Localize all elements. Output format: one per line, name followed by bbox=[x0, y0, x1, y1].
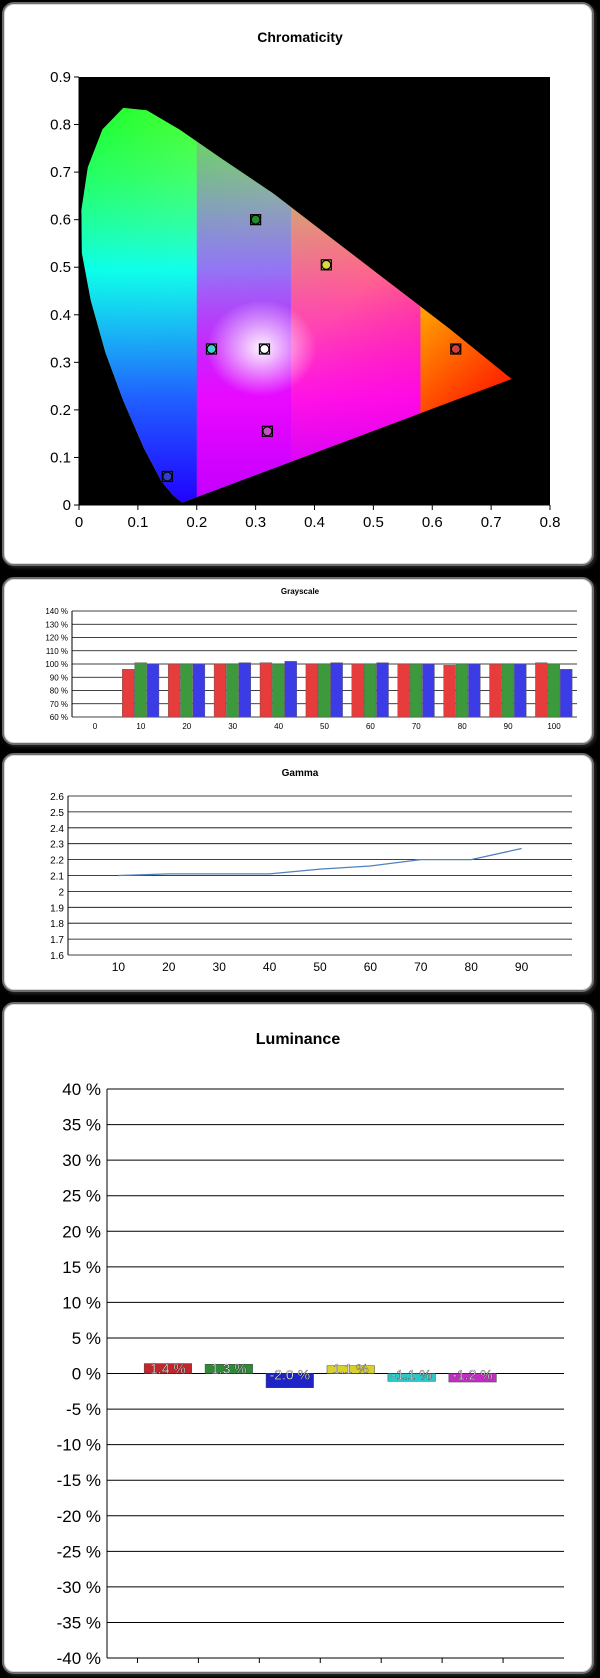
x-tick-label: 0.7 bbox=[480, 514, 502, 531]
grayscale-bar bbox=[318, 664, 330, 717]
x-tick-label: 90 bbox=[503, 722, 513, 731]
grayscale-bar bbox=[377, 663, 389, 717]
y-tick-label: 20 % bbox=[62, 1222, 101, 1242]
chart-title: Grayscale bbox=[280, 587, 320, 596]
x-tick-label: 0.1 bbox=[127, 514, 149, 531]
y-tick-label: 0.2 bbox=[50, 401, 71, 419]
grayscale-bar bbox=[398, 664, 410, 717]
grayscale-bar bbox=[444, 665, 456, 717]
y-tick-label: 2.1 bbox=[50, 871, 64, 883]
y-tick-label: 2.2 bbox=[50, 855, 64, 867]
y-tick-label: 5 % bbox=[71, 1328, 101, 1348]
measurement-point bbox=[206, 344, 216, 354]
measurement-point bbox=[321, 260, 331, 270]
y-tick-label: -40 % bbox=[56, 1649, 101, 1668]
data-label: 1.3 % bbox=[210, 1360, 247, 1377]
y-tick-label: 80 % bbox=[49, 686, 68, 696]
grayscale-bar bbox=[181, 664, 193, 717]
x-tick-label: 0.4 bbox=[304, 514, 325, 531]
y-tick-label: 2.5 bbox=[50, 807, 64, 819]
chart-title: Luminance bbox=[255, 1031, 341, 1048]
x-tick-label: 0 bbox=[92, 722, 98, 731]
measurement-point bbox=[262, 426, 272, 436]
chart-title: Gamma bbox=[281, 768, 319, 779]
y-tick-label: 2 bbox=[58, 887, 64, 899]
y-tick-label: 30 % bbox=[62, 1151, 101, 1171]
grayscale-bar bbox=[410, 664, 422, 717]
y-tick-label: 70 % bbox=[49, 699, 68, 709]
x-tick-label: 40 bbox=[274, 722, 284, 731]
y-tick-label: 0.1 bbox=[50, 449, 71, 467]
y-tick-label: 110 % bbox=[45, 646, 68, 656]
gamma-chart bbox=[4, 755, 592, 990]
grayscale-bar bbox=[535, 663, 547, 717]
y-tick-label: 60 % bbox=[49, 713, 68, 722]
x-tick-label: 0.2 bbox=[186, 514, 208, 531]
x-tick-label: 20 bbox=[182, 722, 192, 731]
y-tick-label: 130 % bbox=[45, 620, 68, 630]
grayscale-bar bbox=[306, 664, 318, 717]
y-tick-label: 100 % bbox=[45, 660, 68, 669]
luminance-chart bbox=[4, 1004, 592, 1672]
y-tick-label: 1.6 bbox=[50, 951, 64, 962]
grayscale-bar bbox=[226, 664, 238, 717]
chart-title: Chromaticity bbox=[257, 29, 343, 45]
x-tick-label: 0.3 bbox=[245, 514, 267, 531]
measurement-point bbox=[451, 344, 461, 354]
grayscale-bar bbox=[514, 664, 526, 717]
grayscale-bar bbox=[502, 664, 514, 717]
y-tick-label: 0.3 bbox=[50, 354, 71, 372]
x-tick-label: 40 bbox=[262, 960, 277, 974]
data-label: 1.4 % bbox=[150, 1360, 186, 1377]
y-tick-label: 15 % bbox=[62, 1257, 101, 1277]
x-tick-label: 0.5 bbox=[362, 514, 384, 531]
x-tick-label: 20 bbox=[162, 960, 176, 974]
grayscale-bar bbox=[168, 664, 180, 717]
x-tick-label: 90 bbox=[514, 960, 529, 974]
x-tick-label: 0 bbox=[74, 514, 84, 531]
y-tick-label: -25 % bbox=[56, 1542, 101, 1562]
grayscale-chart bbox=[4, 579, 592, 743]
data-label: -2.0 % bbox=[269, 1366, 311, 1383]
y-tick-label: 1.9 bbox=[50, 903, 64, 915]
y-tick-label: 0.4 bbox=[50, 306, 71, 324]
y-tick-label: -15 % bbox=[56, 1471, 101, 1491]
measurement-point bbox=[162, 471, 172, 481]
y-tick-label: 2.6 bbox=[50, 792, 64, 803]
x-tick-label: 30 bbox=[212, 960, 226, 974]
chromaticity-chart bbox=[4, 4, 592, 564]
x-tick-label: 80 bbox=[457, 722, 467, 731]
y-tick-label: 0 bbox=[62, 497, 71, 514]
y-tick-label: -5 % bbox=[66, 1400, 101, 1420]
x-tick-label: 60 bbox=[365, 722, 375, 731]
x-tick-label: 0.6 bbox=[421, 514, 443, 531]
grayscale-bar bbox=[560, 669, 572, 717]
grayscale-bar bbox=[193, 664, 205, 717]
grayscale-bar bbox=[214, 664, 226, 717]
x-tick-label: 10 bbox=[111, 960, 126, 974]
y-tick-label: 120 % bbox=[45, 633, 68, 643]
grayscale-bar bbox=[364, 664, 376, 717]
y-tick-label: 2.4 bbox=[50, 823, 64, 835]
y-tick-label: 0.6 bbox=[50, 211, 71, 229]
y-tick-label: 2.3 bbox=[50, 839, 64, 851]
x-tick-label: 10 bbox=[136, 722, 146, 731]
y-tick-label: 40 % bbox=[62, 1080, 101, 1099]
grayscale-bar bbox=[490, 664, 502, 717]
grayscale-bar bbox=[468, 664, 480, 717]
x-tick-label: 50 bbox=[313, 960, 327, 974]
x-tick-label: 70 bbox=[414, 960, 428, 974]
grayscale-bar bbox=[272, 664, 284, 717]
x-tick-label: 50 bbox=[320, 722, 329, 731]
y-tick-label: 10 % bbox=[62, 1293, 101, 1313]
measurement-point bbox=[251, 215, 261, 225]
y-tick-label: 1.7 bbox=[50, 935, 64, 947]
grayscale-bar bbox=[122, 669, 134, 717]
y-tick-label: 0.9 bbox=[50, 69, 71, 86]
y-tick-label: -20 % bbox=[56, 1506, 101, 1526]
y-tick-label: 0.8 bbox=[50, 116, 71, 134]
y-tick-label: 0 % bbox=[71, 1364, 101, 1384]
y-tick-label: 1.8 bbox=[50, 919, 64, 931]
y-tick-label: 0.5 bbox=[50, 259, 71, 277]
luminance-panel bbox=[2, 1002, 594, 1674]
grayscale-bar bbox=[331, 663, 343, 717]
y-tick-label: -35 % bbox=[56, 1613, 101, 1633]
chromaticity-panel bbox=[2, 2, 594, 566]
data-label: -1.1 % bbox=[391, 1366, 432, 1383]
grayscale-bar bbox=[423, 664, 435, 717]
grayscale-bar bbox=[135, 663, 147, 717]
x-tick-label: 80 bbox=[464, 960, 478, 974]
x-tick-label: 30 bbox=[228, 722, 238, 731]
grayscale-bar bbox=[285, 661, 297, 717]
data-label: 1.1 % bbox=[332, 1360, 369, 1377]
grayscale-bar bbox=[456, 664, 468, 717]
y-tick-label: 25 % bbox=[62, 1186, 101, 1206]
grayscale-bar bbox=[147, 664, 159, 717]
y-tick-label: -10 % bbox=[56, 1435, 101, 1455]
y-tick-label: 0.7 bbox=[50, 164, 71, 182]
x-tick-label: 60 bbox=[363, 960, 378, 974]
grayscale-bar bbox=[548, 664, 560, 717]
gamma-line bbox=[118, 849, 521, 876]
measurement-point bbox=[259, 344, 269, 354]
grayscale-bar bbox=[239, 663, 251, 717]
x-tick-label: 70 bbox=[411, 722, 421, 731]
y-tick-label: 35 % bbox=[62, 1115, 101, 1135]
y-tick-label: -30 % bbox=[56, 1577, 101, 1597]
gamma-panel bbox=[2, 753, 594, 992]
grayscale-bar bbox=[260, 663, 272, 717]
data-label: -1.2 % bbox=[452, 1366, 493, 1383]
grayscale-bar bbox=[352, 664, 364, 717]
y-tick-label: 90 % bbox=[49, 673, 68, 683]
grayscale-panel bbox=[2, 577, 594, 745]
x-tick-label: 100 bbox=[547, 722, 561, 731]
x-tick-label: 0.8 bbox=[539, 514, 561, 531]
y-tick-label: 140 % bbox=[45, 607, 68, 616]
